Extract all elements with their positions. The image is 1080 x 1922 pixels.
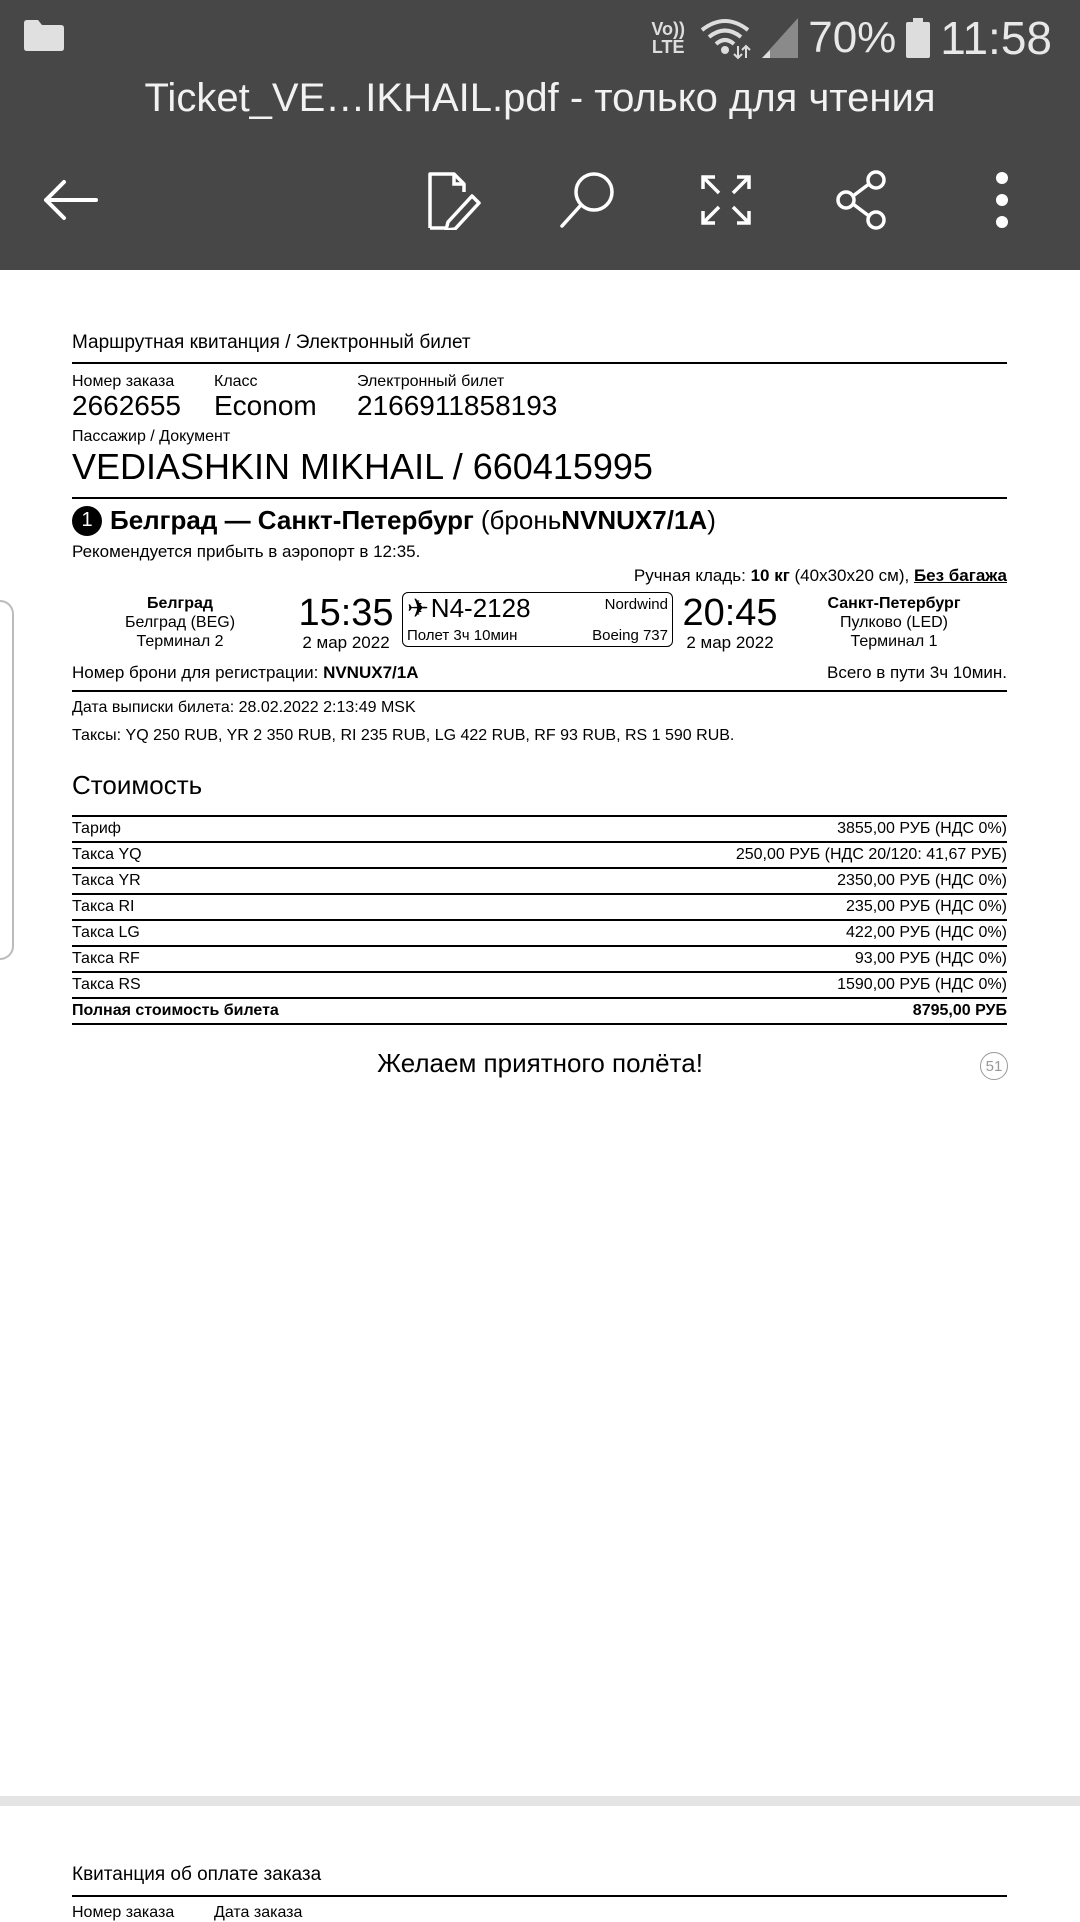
cost-label: Такса RS [72,972,477,998]
cost-label: Такса RF [72,946,477,972]
share-button[interactable] [822,160,902,240]
cost-value: 8795,00 РУБ [477,998,1007,1024]
departure-time-block [296,592,396,653]
folder-icon [24,20,64,51]
cost-row [72,998,1007,1024]
next-date-label: Дата заказа [214,1904,303,1921]
baggage-weight: 10 кг [750,566,790,585]
cost-row [72,894,1007,920]
status-bar [0,0,1080,72]
edit-button[interactable] [414,160,494,240]
cost-value: 1590,00 РУБ (НДС 0%) [477,972,1007,998]
edit-document-icon [426,170,482,230]
baggage-dims: (40x30x20 см), [789,566,914,585]
cost-row [72,842,1007,868]
wish-text: Желаем приятного полёта! [377,1048,703,1078]
booking-suffix: ) [707,505,716,535]
arrival-hint: Рекомендуется прибыть в аэропорт в 12:35. [72,542,421,561]
divider [72,497,1007,499]
arrival-terminal: Терминал 1 [850,633,938,650]
arrival-time-block [680,592,780,653]
cost-label: Такса YR [72,868,477,894]
checkin-booking [72,663,418,683]
volte-icon: Vo)) LTE [651,19,686,57]
arrival-city: Санкт-Петербург [827,595,961,612]
arrival-date: 2 мар 2022 [686,633,774,652]
clock: 11:58 [940,12,1052,64]
share-icon [834,170,890,230]
arrow-left-icon [40,178,100,222]
class-label: Класс [214,373,258,390]
search-icon [558,170,618,230]
checkin-code: NVNUX7/1A [323,663,419,682]
cost-value: 3855,00 РУБ (НДС 0%) [477,816,1007,842]
cost-value: 93,00 РУБ (НДС 0%) [477,946,1007,972]
segment-route: Белград — Санкт-Петербург [110,505,474,535]
eticket-label: Электронный билет [357,373,505,390]
pdf-page [0,270,1080,1800]
cost-value: 2350,00 РУБ (НДС 0%) [477,868,1007,894]
aircraft: Boeing 737 [592,627,668,644]
more-vertical-icon [994,172,1010,228]
order-label: Номер заказа [72,373,175,390]
airplane-icon: ✈ [407,593,429,623]
cost-label: Тариф [72,816,477,842]
flight-duration: Полет 3ч 10мин [407,627,518,644]
arrival-airport: Пулково (LED) [839,614,948,631]
cost-label: Такса YQ [72,842,477,868]
cost-row [72,946,1007,972]
document-title: Ticket_VE…IKHAIL.pdf - только для чтения [144,76,936,120]
baggage-prefix: Ручная кладь: [633,566,751,585]
baggage-info [634,566,1007,586]
departure-terminal: Терминал 2 [136,633,224,650]
next-order-label: Номер заказа [72,1904,175,1921]
page-separator [0,1796,1080,1806]
arrival-time: 20:45 [682,592,778,634]
app-header [0,0,1080,270]
segment-header [72,505,716,536]
passenger-label: Пассажир / Документ [72,428,231,445]
cost-row [72,972,1007,998]
cost-row [72,920,1007,946]
total-travel-time: Всего в пути 3ч 10мин. [826,663,1007,682]
cost-label: Такса RI [72,894,477,920]
cost-row [72,868,1007,894]
departure-block [80,594,280,651]
flight-number-row [407,593,531,624]
flight-number: N4-2128 [430,593,531,623]
eticket-value: 2166911858193 [357,390,558,421]
cost-label: Такса LG [72,920,477,946]
signal-icon [762,18,798,58]
cost-value: 422,00 РУБ (НДС 0%) [477,920,1007,946]
fullscreen-button[interactable] [686,160,766,240]
ticket-heading: Маршрутная квитанция / Электронный билет [72,332,471,353]
airline: Nordwind [604,596,668,613]
baggage-none: Без багажа [913,566,1007,585]
payment-receipt-heading: Квитанция об оплате заказа [72,1864,322,1885]
issue-date: Дата выписки билета: 28.02.2022 2:13:49 MSK [72,699,416,716]
checkin-label: Номер брони для регистрации: [72,663,324,682]
booking-code: NVNUX7/1A [561,505,708,535]
more-options-button[interactable] [962,160,1042,240]
cost-row [72,816,1007,842]
wifi-icon [698,16,752,60]
divider [72,690,1007,692]
departure-airport: Белград (BEG) [124,614,236,631]
battery-icon [906,18,930,58]
fast-scroll-handle[interactable] [0,600,14,960]
cost-value: 250,00 РУБ (НДС 20/120: 41,67 РУБ) [477,842,1007,868]
segment-number-badge: 1 [72,506,102,536]
arrival-block [794,594,994,651]
fullscreen-icon [699,173,753,227]
departure-time: 15:35 [298,592,394,634]
divider [72,1895,1007,1897]
page-number-badge: 51 [980,1052,1008,1080]
back-button[interactable] [30,160,110,240]
booking-prefix: (бронь [480,505,562,535]
cost-heading: Стоимость [72,770,203,800]
cost-table [72,815,1007,1025]
cost-value: 235,00 РУБ (НДС 0%) [477,894,1007,920]
divider [72,362,1007,364]
cost-label: Полная стоимость билета [72,998,477,1024]
departure-date: 2 мар 2022 [302,633,390,652]
departure-city: Белград [146,595,214,612]
flight-box [402,592,673,647]
taxes-summary: Таксы: YQ 250 RUB, YR 2 350 RUB, RI 235 RUB, LG 422 RUB, RF 93 RUB, RS 1 590 RUB. [72,727,735,744]
class-value: Econom [214,390,317,421]
search-button[interactable] [548,160,628,240]
battery-percent: 70% [808,13,897,62]
passenger-value: VEDIASHKIN MIKHAIL / 660415995 [72,446,653,487]
order-value: 2662655 [72,390,182,421]
